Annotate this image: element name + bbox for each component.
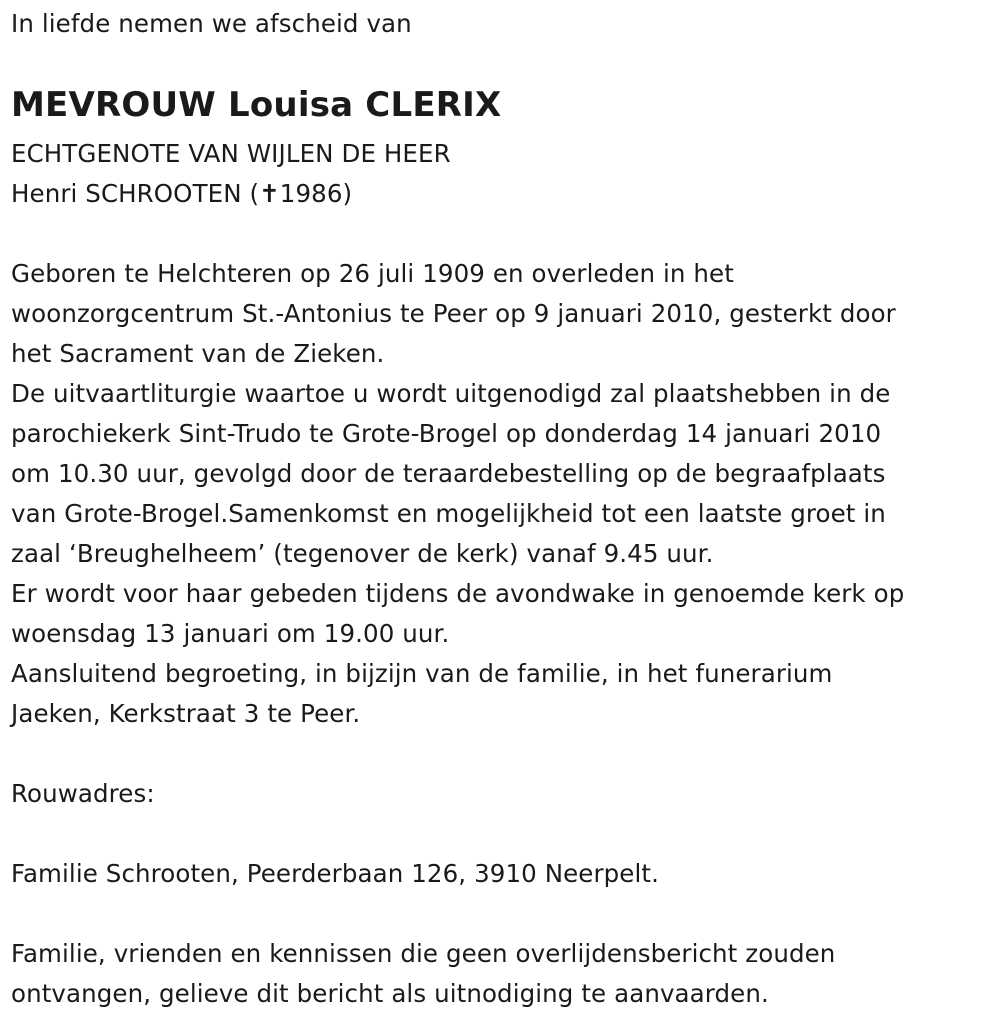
body-line: woonzorgcentrum St.-Antonius te Peer op 9 januari 2010, gesterkt door [11, 299, 896, 328]
spouse-line-1: ECHTGENOTE VAN WIJLEN DE HEER [11, 139, 451, 168]
spouse-line-2: Henri SCHROOTEN (✝1986) [11, 179, 353, 208]
body-line: Aansluitend begroeting, in bijzijn van de familie, in het funerarium [11, 659, 833, 688]
body-line: Er wordt voor haar gebeden tijdens de avondwake in genoemde kerk op [11, 579, 905, 608]
mourning-address: Familie Schrooten, Peerderbaan 126, 3910 Neerpelt. [11, 859, 659, 888]
body-line: zaal ‘Breughelheem’ (tegenover de kerk) vanaf 9.45 uur. [11, 539, 714, 568]
closing-line: Familie, vrienden en kennissen die geen overlijdensbericht zouden [11, 939, 836, 968]
body-line: het Sacrament van de Zieken. [11, 339, 385, 368]
body-line: De uitvaartliturgie waartoe u wordt uitgenodigd zal plaatshebben in de [11, 379, 891, 408]
deceased-name: MEVROUW Louisa CLERIX [11, 85, 502, 125]
body-line: parochiekerk Sint-Trudo te Grote-Brogel op donderdag 14 januari 2010 [11, 419, 882, 448]
body-line: Jaeken, Kerkstraat 3 te Peer. [11, 699, 361, 728]
address-label: Rouwadres: [11, 779, 155, 808]
body-line: Geboren te Helchteren op 26 juli 1909 en overleden in het [11, 259, 734, 288]
body-line: om 10.30 uur, gevolgd door de teraardebestelling op de begraafplaats [11, 459, 886, 488]
intro-line: In liefde nemen we afscheid van [11, 9, 412, 38]
body-line: woensdag 13 januari om 19.00 uur. [11, 619, 450, 648]
closing-line: ontvangen, gelieve dit bericht als uitnodiging te aanvaarden. [11, 979, 769, 1008]
body-line: van Grote-Brogel.Samenkomst en mogelijkheid tot een laatste groet in [11, 499, 886, 528]
